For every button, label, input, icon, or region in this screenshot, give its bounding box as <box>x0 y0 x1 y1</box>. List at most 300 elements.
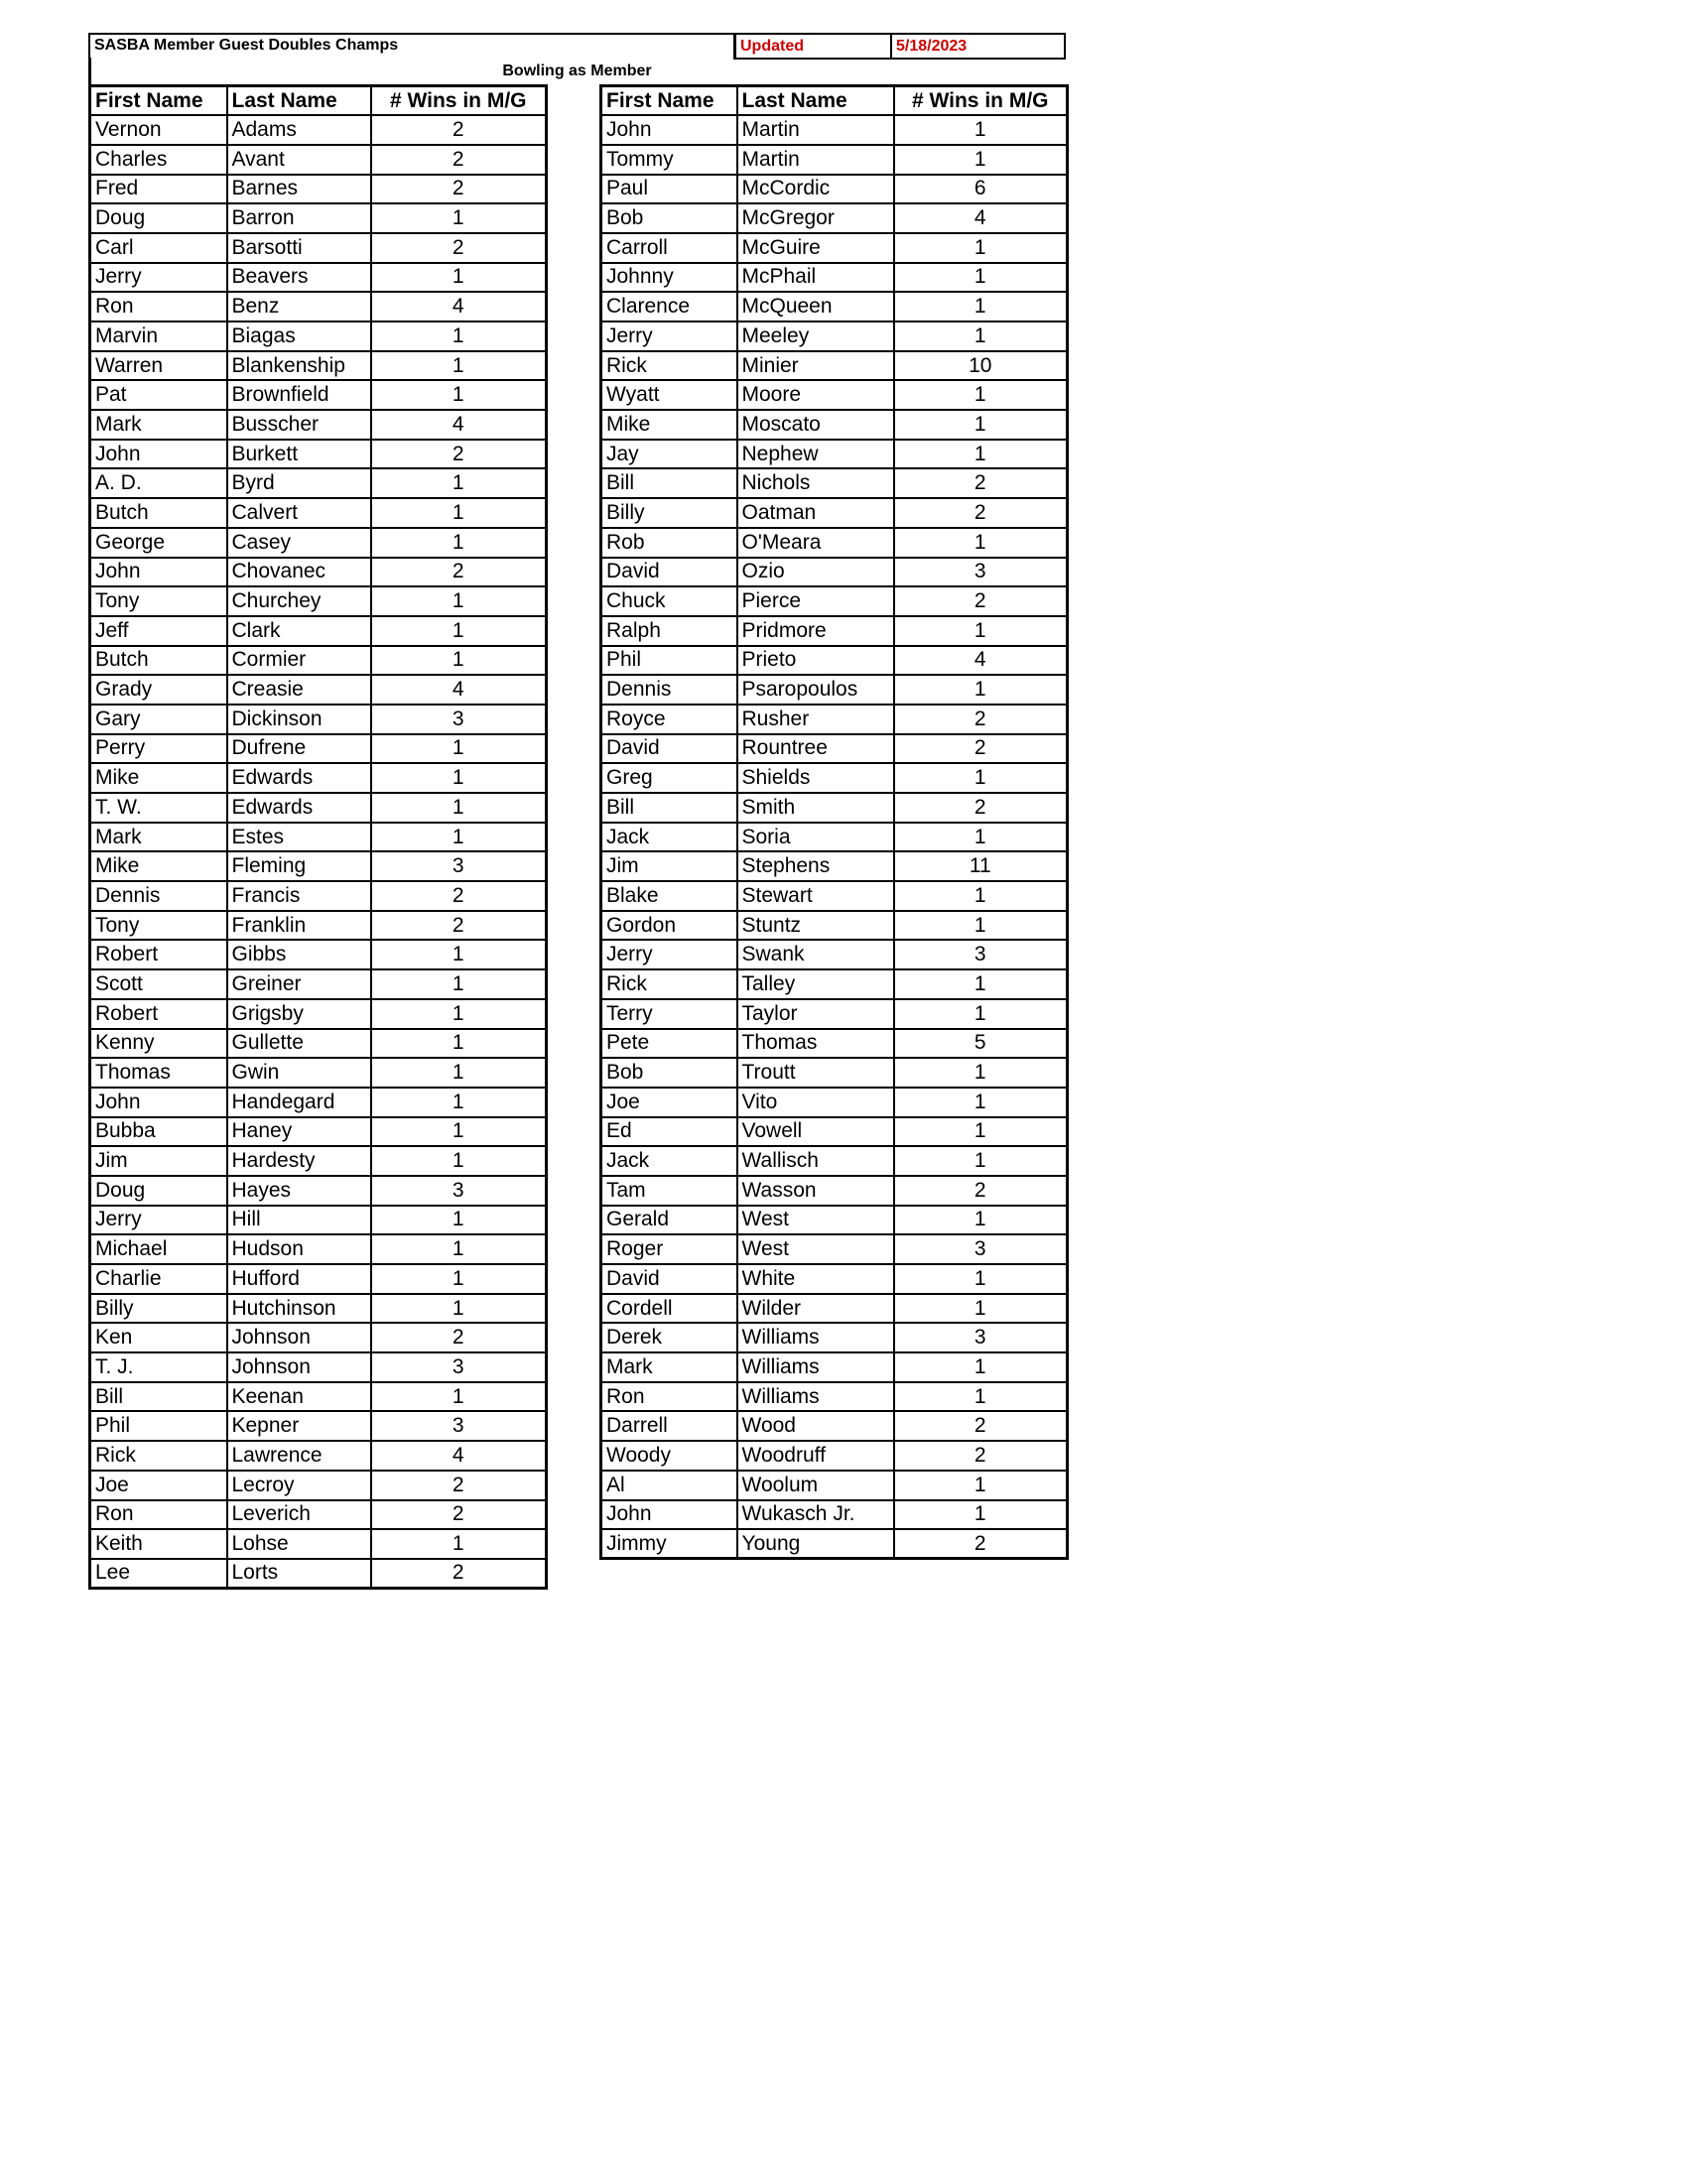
updated-date: 5/18/2023 <box>890 33 1066 60</box>
first-name-cell: Derek <box>601 1323 737 1352</box>
first-name-cell: David <box>601 734 737 764</box>
wins-cell: 1 <box>894 616 1068 646</box>
first-name-cell: Jack <box>601 823 737 852</box>
wins-cell: 2 <box>894 734 1068 764</box>
table-row <box>90 263 547 293</box>
table-row <box>601 1206 1068 1235</box>
first-name-cell: Mike <box>601 410 737 440</box>
last-name-cell: Psaropoulos <box>737 675 894 705</box>
last-name-cell: Francis <box>227 881 371 911</box>
last-name-cell: Hayes <box>227 1176 371 1206</box>
wins-cell: 4 <box>371 675 547 705</box>
table-row <box>90 675 547 705</box>
wins-cell: 1 <box>371 1117 547 1147</box>
last-name-cell: Creasie <box>227 675 371 705</box>
wins-cell: 1 <box>371 380 547 410</box>
wins-cell: 1 <box>371 999 547 1029</box>
table-row <box>601 380 1068 410</box>
wins-cell: 3 <box>371 851 547 881</box>
wins-cell: 1 <box>371 823 547 852</box>
table-row <box>90 1471 547 1500</box>
first-name-cell: Pat <box>90 380 227 410</box>
table-row <box>90 940 547 969</box>
col-last-name: Last Name <box>737 86 894 116</box>
wins-cell: 1 <box>371 1146 547 1176</box>
table-row <box>601 793 1068 823</box>
table-row <box>90 1323 547 1352</box>
first-name-cell: Royce <box>601 705 737 734</box>
table-row <box>601 1146 1068 1176</box>
table-row <box>90 1529 547 1559</box>
last-name-cell: McGregor <box>737 203 894 233</box>
table-row <box>601 940 1068 969</box>
wins-cell: 2 <box>371 1559 547 1589</box>
first-name-cell: Ron <box>601 1382 737 1412</box>
last-name-cell: Stewart <box>737 881 894 911</box>
wins-cell: 3 <box>894 940 1068 969</box>
last-name-cell: Williams <box>737 1323 894 1352</box>
table-row <box>601 734 1068 764</box>
first-name-cell: Roger <box>601 1234 737 1264</box>
first-name-cell: Jerry <box>90 263 227 293</box>
first-name-cell: Ken <box>90 1323 227 1352</box>
table-row <box>90 1088 547 1117</box>
last-name-cell: McPhail <box>737 263 894 293</box>
table-row <box>601 498 1068 528</box>
table-row <box>601 646 1068 676</box>
first-name-cell: George <box>90 528 227 558</box>
wins-cell: 1 <box>371 1058 547 1088</box>
wins-cell: 2 <box>371 440 547 469</box>
wins-cell: 2 <box>894 1441 1068 1471</box>
first-name-cell: Lee <box>90 1559 227 1589</box>
table-row <box>601 616 1068 646</box>
first-name-cell: Bill <box>90 1382 227 1412</box>
table-row <box>601 1029 1068 1059</box>
last-name-cell: Nichols <box>737 468 894 498</box>
first-name-cell: Carroll <box>601 233 737 263</box>
table-row <box>90 1382 547 1412</box>
wins-cell: 1 <box>371 616 547 646</box>
wins-cell: 1 <box>894 1058 1068 1088</box>
wins-cell: 3 <box>371 705 547 734</box>
wins-cell: 1 <box>894 911 1068 941</box>
first-name-cell: Robert <box>90 999 227 1029</box>
last-name-cell: Barron <box>227 203 371 233</box>
last-name-cell: McQueen <box>737 292 894 321</box>
last-name-cell: Beavers <box>227 263 371 293</box>
first-name-cell: Joe <box>90 1471 227 1500</box>
first-name-cell: Butch <box>90 646 227 676</box>
first-name-cell: Joe <box>601 1088 737 1117</box>
last-name-cell: Vito <box>737 1088 894 1117</box>
table-row <box>601 175 1068 204</box>
wins-cell: 1 <box>371 793 547 823</box>
first-name-cell: Charlie <box>90 1264 227 1294</box>
subtitle: Bowling as Member <box>502 63 652 79</box>
table-row <box>90 1264 547 1294</box>
table-row <box>90 351 547 381</box>
table-row <box>90 440 547 469</box>
wins-cell: 1 <box>894 1500 1068 1530</box>
wins-cell: 3 <box>894 558 1068 587</box>
wins-cell: 1 <box>894 321 1068 351</box>
wins-cell: 1 <box>371 1029 547 1059</box>
first-name-cell: Jay <box>601 440 737 469</box>
table-row <box>601 675 1068 705</box>
last-name-cell: Busscher <box>227 410 371 440</box>
wins-cell: 1 <box>371 351 547 381</box>
first-name-cell: Dennis <box>90 881 227 911</box>
table-row <box>90 380 547 410</box>
last-name-cell: Barnes <box>227 175 371 204</box>
first-name-cell: Jim <box>601 851 737 881</box>
table-row <box>601 1117 1068 1147</box>
wins-cell: 1 <box>894 763 1068 793</box>
col-wins: # Wins in M/G <box>371 86 547 116</box>
table-row <box>90 410 547 440</box>
table-row <box>601 1500 1068 1530</box>
last-name-cell: Blankenship <box>227 351 371 381</box>
last-name-cell: Hufford <box>227 1264 371 1294</box>
right-table <box>599 84 1069 1560</box>
last-name-cell: Williams <box>737 1382 894 1412</box>
last-name-cell: Wood <box>737 1411 894 1441</box>
first-name-cell: T. W. <box>90 793 227 823</box>
last-name-cell: Nephew <box>737 440 894 469</box>
first-name-cell: Ron <box>90 292 227 321</box>
last-name-cell: Dufrene <box>227 734 371 764</box>
last-name-cell: Chovanec <box>227 558 371 587</box>
first-name-cell: Paul <box>601 175 737 204</box>
table-row <box>90 734 547 764</box>
wins-cell: 1 <box>894 675 1068 705</box>
last-name-cell: Clark <box>227 616 371 646</box>
table-row <box>90 175 547 204</box>
left-table <box>88 84 548 1590</box>
wins-cell: 2 <box>894 498 1068 528</box>
first-name-cell: Charles <box>90 145 227 175</box>
table-row <box>90 203 547 233</box>
wins-cell: 1 <box>894 1471 1068 1500</box>
first-name-cell: Jimmy <box>601 1529 737 1559</box>
table-row <box>601 1294 1068 1324</box>
last-name-cell: Wilder <box>737 1294 894 1324</box>
last-name-cell: Benz <box>227 292 371 321</box>
last-name-cell: Soria <box>737 823 894 852</box>
wins-cell: 4 <box>894 646 1068 676</box>
last-name-cell: Hill <box>227 1206 371 1235</box>
last-name-cell: Leverich <box>227 1500 371 1530</box>
sheet-title: SASBA Member Guest Doubles Champs <box>88 33 735 60</box>
wins-cell: 1 <box>371 203 547 233</box>
wins-cell: 1 <box>894 1382 1068 1412</box>
last-name-cell: Shields <box>737 763 894 793</box>
wins-cell: 1 <box>371 1264 547 1294</box>
table-row <box>601 1264 1068 1294</box>
col-first-name: First Name <box>601 86 737 116</box>
table-row <box>601 468 1068 498</box>
first-name-cell: Perry <box>90 734 227 764</box>
first-name-cell: Keith <box>90 1529 227 1559</box>
header-row <box>601 86 1068 116</box>
wins-cell: 1 <box>894 115 1068 145</box>
last-name-cell: Troutt <box>737 1058 894 1088</box>
wins-cell: 1 <box>371 1529 547 1559</box>
last-name-cell: Ozio <box>737 558 894 587</box>
first-name-cell: Terry <box>601 999 737 1029</box>
wins-cell: 1 <box>894 1088 1068 1117</box>
wins-cell: 4 <box>894 203 1068 233</box>
last-name-cell: Cormier <box>227 646 371 676</box>
wins-cell: 2 <box>371 233 547 263</box>
table-row <box>601 911 1068 941</box>
last-name-cell: Young <box>737 1529 894 1559</box>
last-name-cell: Martin <box>737 115 894 145</box>
wins-cell: 1 <box>371 1234 547 1264</box>
table-row <box>90 851 547 881</box>
table-row <box>601 440 1068 469</box>
last-name-cell: Rusher <box>737 705 894 734</box>
wins-cell: 1 <box>894 145 1068 175</box>
wins-cell: 5 <box>894 1029 1068 1059</box>
col-last-name: Last Name <box>227 86 371 116</box>
first-name-cell: Phil <box>90 1411 227 1441</box>
last-name-cell: West <box>737 1206 894 1235</box>
last-name-cell: Prieto <box>737 646 894 676</box>
wins-cell: 1 <box>894 440 1068 469</box>
last-name-cell: Johnson <box>227 1323 371 1352</box>
first-name-cell: Rick <box>601 351 737 381</box>
header-row <box>90 86 547 116</box>
table-row <box>601 1441 1068 1471</box>
first-name-cell: Jerry <box>601 940 737 969</box>
table-row <box>90 1058 547 1088</box>
last-name-cell: Wallisch <box>737 1146 894 1176</box>
last-name-cell: Franklin <box>227 911 371 941</box>
first-name-cell: Gerald <box>601 1206 737 1235</box>
table-row <box>90 881 547 911</box>
last-name-cell: Oatman <box>737 498 894 528</box>
table-row <box>90 911 547 941</box>
wins-cell: 2 <box>894 1176 1068 1206</box>
table-row <box>601 1323 1068 1352</box>
last-name-cell: Rountree <box>737 734 894 764</box>
wins-cell: 2 <box>894 468 1068 498</box>
last-name-cell: Greiner <box>227 969 371 999</box>
first-name-cell: Bob <box>601 1058 737 1088</box>
first-name-cell: John <box>601 1500 737 1530</box>
wins-cell: 1 <box>371 498 547 528</box>
wins-cell: 1 <box>371 969 547 999</box>
table-row <box>90 999 547 1029</box>
last-name-cell: West <box>737 1234 894 1264</box>
first-name-cell: Billy <box>601 498 737 528</box>
last-name-cell: Wukasch Jr. <box>737 1500 894 1530</box>
first-name-cell: Grady <box>90 675 227 705</box>
wins-cell: 4 <box>371 292 547 321</box>
table-row <box>90 145 547 175</box>
wins-cell: 1 <box>371 528 547 558</box>
first-name-cell: Darrell <box>601 1411 737 1441</box>
table-row <box>601 351 1068 381</box>
last-name-cell: Biagas <box>227 321 371 351</box>
table-row <box>90 646 547 676</box>
table-row <box>90 823 547 852</box>
last-name-cell: Estes <box>227 823 371 852</box>
last-name-cell: Talley <box>737 969 894 999</box>
last-name-cell: Kepner <box>227 1411 371 1441</box>
table-row <box>601 1176 1068 1206</box>
table-row <box>90 793 547 823</box>
wins-cell: 1 <box>894 1117 1068 1147</box>
first-name-cell: Mark <box>601 1352 737 1382</box>
first-name-cell: Gordon <box>601 911 737 941</box>
wins-cell: 1 <box>894 380 1068 410</box>
first-name-cell: Dennis <box>601 675 737 705</box>
wins-cell: 2 <box>371 1323 547 1352</box>
wins-cell: 2 <box>894 705 1068 734</box>
first-name-cell: Scott <box>90 969 227 999</box>
table-row <box>601 881 1068 911</box>
last-name-cell: Gwin <box>227 1058 371 1088</box>
wins-cell: 3 <box>894 1234 1068 1264</box>
first-name-cell: Kenny <box>90 1029 227 1059</box>
table-row <box>90 763 547 793</box>
last-name-cell: Martin <box>737 145 894 175</box>
wins-cell: 4 <box>371 1441 547 1471</box>
table-row <box>601 145 1068 175</box>
table-row <box>601 1529 1068 1559</box>
wins-cell: 2 <box>371 881 547 911</box>
wins-cell: 1 <box>894 999 1068 1029</box>
wins-cell: 1 <box>371 586 547 616</box>
last-name-cell: Adams <box>227 115 371 145</box>
first-name-cell: Rick <box>601 969 737 999</box>
last-name-cell: Dickinson <box>227 705 371 734</box>
table-row <box>601 321 1068 351</box>
wins-cell: 1 <box>371 940 547 969</box>
wins-cell: 1 <box>371 1088 547 1117</box>
first-name-cell: Al <box>601 1471 737 1500</box>
wins-cell: 3 <box>894 1323 1068 1352</box>
last-name-cell: Minier <box>737 351 894 381</box>
table-row <box>601 1411 1068 1441</box>
last-name-cell: Lohse <box>227 1529 371 1559</box>
first-name-cell: Greg <box>601 763 737 793</box>
last-name-cell: Pridmore <box>737 616 894 646</box>
table-row <box>90 1411 547 1441</box>
table-row <box>601 528 1068 558</box>
table-row <box>90 292 547 321</box>
last-name-cell: Burkett <box>227 440 371 469</box>
last-name-cell: Thomas <box>737 1029 894 1059</box>
first-name-cell: Robert <box>90 940 227 969</box>
wins-cell: 2 <box>371 115 547 145</box>
table-row <box>601 823 1068 852</box>
table-row <box>601 969 1068 999</box>
wins-cell: 2 <box>894 1529 1068 1559</box>
first-name-cell: Billy <box>90 1294 227 1324</box>
wins-cell: 11 <box>894 851 1068 881</box>
wins-cell: 1 <box>371 263 547 293</box>
table-row <box>90 1234 547 1264</box>
table-row <box>601 1234 1068 1264</box>
col-wins: # Wins in M/G <box>894 86 1068 116</box>
table-row <box>90 528 547 558</box>
last-name-cell: Hardesty <box>227 1146 371 1176</box>
wins-cell: 1 <box>894 292 1068 321</box>
table-row <box>90 1441 547 1471</box>
first-name-cell: Marvin <box>90 321 227 351</box>
first-name-cell: T. J. <box>90 1352 227 1382</box>
table-row <box>601 410 1068 440</box>
first-name-cell: Tony <box>90 911 227 941</box>
table-row <box>90 1117 547 1147</box>
table-row <box>601 763 1068 793</box>
last-name-cell: Swank <box>737 940 894 969</box>
last-name-cell: Woodruff <box>737 1441 894 1471</box>
last-name-cell: Haney <box>227 1117 371 1147</box>
table-row <box>90 1176 547 1206</box>
table-row <box>90 1206 547 1235</box>
wins-cell: 1 <box>371 763 547 793</box>
last-name-cell: Meeley <box>737 321 894 351</box>
table-row <box>90 586 547 616</box>
wins-cell: 3 <box>371 1352 547 1382</box>
first-name-cell: Bob <box>601 203 737 233</box>
table-row <box>90 233 547 263</box>
table-row <box>601 1352 1068 1382</box>
last-name-cell: Hudson <box>227 1234 371 1264</box>
wins-cell: 2 <box>371 175 547 204</box>
table-row <box>90 321 547 351</box>
first-name-cell: Bubba <box>90 1117 227 1147</box>
first-name-cell: Rob <box>601 528 737 558</box>
last-name-cell: Hutchinson <box>227 1294 371 1324</box>
last-name-cell: Lawrence <box>227 1441 371 1471</box>
first-name-cell: Tommy <box>601 145 737 175</box>
last-name-cell: Vowell <box>737 1117 894 1147</box>
wins-cell: 1 <box>371 1206 547 1235</box>
table-row <box>90 1559 547 1589</box>
table-row <box>601 1058 1068 1088</box>
first-name-cell: Johnny <box>601 263 737 293</box>
last-name-cell: Lorts <box>227 1559 371 1589</box>
first-name-cell: Fred <box>90 175 227 204</box>
wins-cell: 10 <box>894 351 1068 381</box>
last-name-cell: Brownfield <box>227 380 371 410</box>
wins-cell: 1 <box>894 1294 1068 1324</box>
first-name-cell: Cordell <box>601 1294 737 1324</box>
last-name-cell: Woolum <box>737 1471 894 1500</box>
wins-cell: 1 <box>894 1264 1068 1294</box>
wins-cell: 2 <box>371 1500 547 1530</box>
first-name-cell: Warren <box>90 351 227 381</box>
last-name-cell: Calvert <box>227 498 371 528</box>
last-name-cell: Barsotti <box>227 233 371 263</box>
last-name-cell: Avant <box>227 145 371 175</box>
last-name-cell: Lecroy <box>227 1471 371 1500</box>
last-name-cell: Wasson <box>737 1176 894 1206</box>
last-name-cell: Johnson <box>227 1352 371 1382</box>
first-name-cell: Butch <box>90 498 227 528</box>
last-name-cell: McCordic <box>737 175 894 204</box>
first-name-cell: John <box>90 558 227 587</box>
first-name-cell: Ralph <box>601 616 737 646</box>
first-name-cell: Phil <box>601 646 737 676</box>
first-name-cell: Mike <box>90 851 227 881</box>
